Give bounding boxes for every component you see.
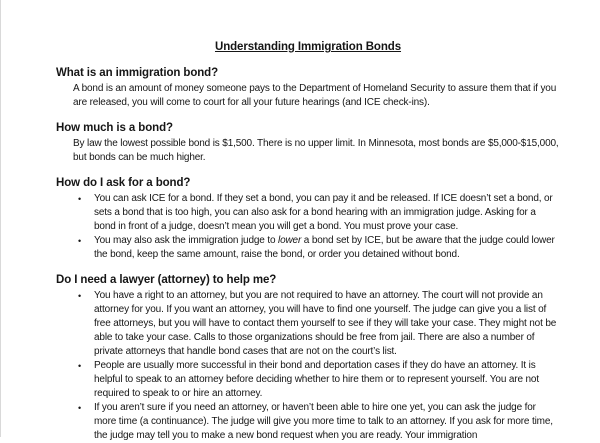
bullet-text: If you aren’t sure if you need an attorney, or haven’t been able to hire one yet, you can ask the judge for more time (a continuance). The judge will give you more time to talk to an attorney. If you ask for more time, the judge may tell you to make a new bond request when you are ready. Your immigration (94, 402, 553, 441)
section-how-much-is-a-bond (56, 121, 560, 165)
section-do-i-need-a-lawyer (56, 273, 560, 443)
bullet-dot-icon: • (78, 291, 82, 301)
section-heading-how-much: How much is a bond? (56, 122, 173, 134)
section-paragraph: A bond is an amount of money someone pays to the Department of Homeland Security to assure them that if you are released, you will come to court for all your future hearings (and ICE check-ins). (73, 83, 557, 108)
bullet-text (94, 234, 560, 262)
section-what-is-an-immigration-bond (56, 66, 560, 110)
bullet-item (78, 289, 560, 359)
bullet-text-after-italic: a bond set by ICE, but be aware that the judge could lower the bond, keep the same amount, raise the bond, or order you detained without bond. (94, 235, 555, 260)
bullet-text: You can ask ICE for a bond. If they set a bond, you can pay it and be released. If ICE doesn’t set a bond, or sets a bond that is too high, you can also ask for a bond hearing with an immigration judge. Asking for a bond in front of a judge, doesn’t mean you will get a bond. You must prove your case. (94, 193, 553, 232)
document-page (1, 0, 600, 443)
bullet-list (56, 289, 560, 443)
document-title: Understanding Immigration Bonds (214, 41, 402, 53)
bullet-dot-icon: • (78, 403, 82, 413)
bullet-list (56, 192, 560, 262)
bullet-text-before-italic: You may also ask the immigration judge to (94, 235, 278, 246)
bullet-dot-icon: • (78, 361, 82, 371)
bullet-item (78, 192, 560, 234)
section-heading-lawyer: Do I need a lawyer (attorney) to help me? (56, 274, 277, 286)
bullet-item (78, 234, 560, 262)
italic-word-lower: lower (278, 235, 302, 246)
bullet-text: People are usually more successful in their bond and deportation cases if they do have an attorney. It is helpful to speak to an attorney before deciding whether to hire them or to represent yourself. You are not required to speak to or hire an attorney. (94, 360, 539, 399)
bullet-dot-icon: • (78, 236, 82, 246)
bullet-item (78, 359, 560, 401)
section-heading-how-ask: How do I ask for a bond? (56, 177, 191, 189)
section-heading-what-is-bond: What is an immigration bond? (56, 67, 219, 79)
section-how-do-i-ask-for-a-bond (56, 176, 560, 262)
bullet-text: You have a right to an attorney, but you are not required to have an attorney. The court will not provide an attorney for you. If you want an attorney, you will have to find one yourself. The judge can give you a list of free attorneys, but you will have to contact them yourself to see if they will take your case. They might not be able to take your case. Calls to those organizations should be free from jail. There are also a number of private attorneys that handle bond cases that are not on the court’s list. (94, 290, 557, 357)
bullet-dot-icon: • (78, 194, 82, 204)
section-paragraph: By law the lowest possible bond is $1,500. There is no upper limit. In Minnesota, most bonds are $5,000-$15,000, but bonds can be much higher. (73, 138, 559, 163)
